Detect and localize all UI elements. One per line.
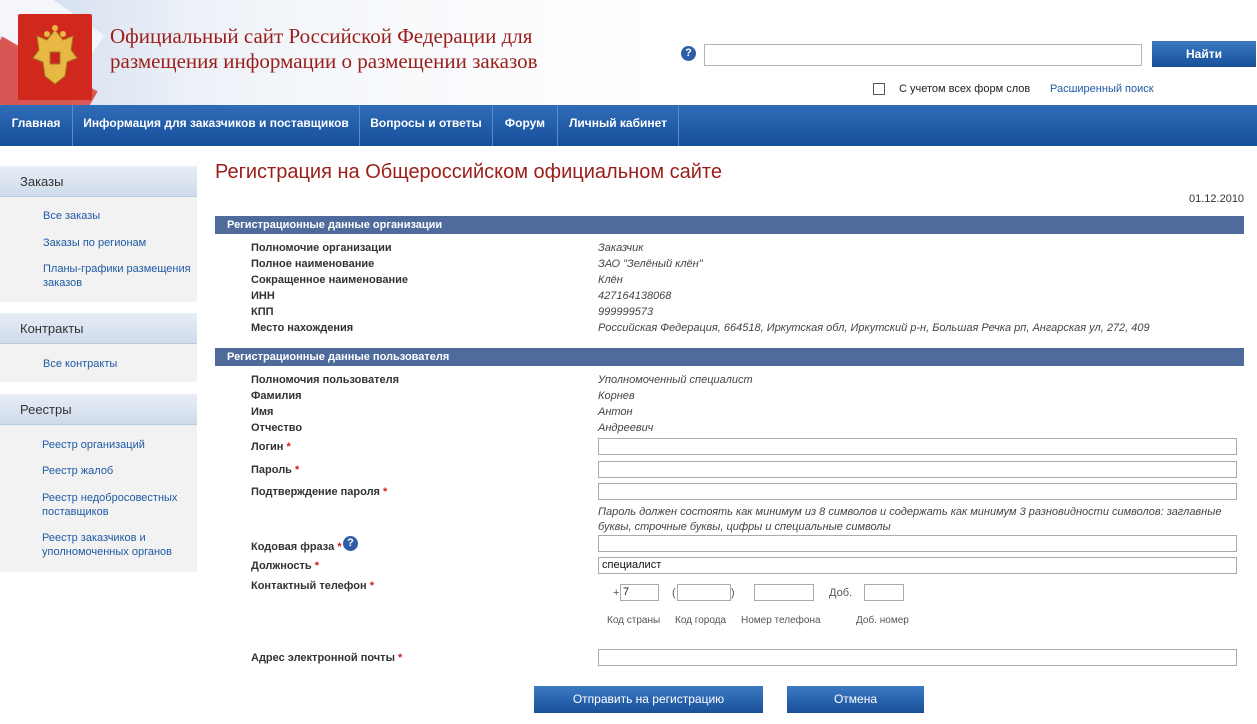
org-authority-value: Заказчик <box>598 242 644 254</box>
org-inn-value: 427164138068 <box>598 290 672 302</box>
org-short-name-value: Клён <box>598 274 623 286</box>
sidebar-item-all-contracts[interactable]: Все контракты <box>43 358 118 370</box>
submit-registration-button[interactable]: Отправить на регистрацию <box>534 686 763 713</box>
org-address-label: Место нахождения <box>251 322 354 334</box>
header <box>0 0 1257 105</box>
phone-label: Контактный телефон * <box>251 580 374 592</box>
user-section-header: Регистрационные данные пользователя <box>215 348 1244 366</box>
help-icon[interactable]: ? <box>681 46 696 61</box>
nav-item-cabinet[interactable]: Личный кабинет <box>558 105 679 146</box>
password-confirm-label: Подтверждение пароля * <box>251 486 388 498</box>
page-title: Регистрация на Общероссийском официальном сайте <box>215 161 722 183</box>
sidebar-item-complaints[interactable]: Реестр жалоб <box>42 465 114 477</box>
user-name-value: Антон <box>598 406 633 418</box>
login-label: Логин * <box>251 441 291 453</box>
sidebar-item-plans[interactable]: Планы-графики размещения заказов <box>43 263 191 289</box>
org-inn-label: ИНН <box>251 290 275 302</box>
sidebar-item-customers-registry[interactable]: Реестр заказчиков и уполномоченных органов <box>42 532 173 558</box>
sidebar-contracts <box>0 313 197 382</box>
user-patronymic-value: Андреевич <box>598 422 654 434</box>
phone-country-caption: Код страны <box>607 615 661 626</box>
user-patronymic-label: Отчество <box>251 422 303 434</box>
password-hint: Пароль должен состоять как минимум из 8 символов и содержать как минимум 3 разновидности символов: заглавные буквы, строчные буквы, цифры и специальные символы <box>598 506 1222 533</box>
codeword-label: Кодовая фраза * <box>251 541 342 553</box>
sidebar-item-unfair-suppliers[interactable]: Реестр недобросовестных поставщиков <box>42 492 178 518</box>
sidebar-contracts-title: Контракты <box>0 313 197 344</box>
coat-of-arms-icon <box>18 14 92 100</box>
user-surname-value: Корнев <box>598 390 635 402</box>
org-full-name-value: ЗАО "Зелёный клён" <box>598 258 703 270</box>
nav-item-home[interactable]: Главная <box>0 105 73 146</box>
sidebar-registries-title: Реестры <box>0 394 197 425</box>
position-input[interactable]: специалист <box>598 557 1237 574</box>
site-title[interactable]: Официальный сайт Российской Федерации для размещения информации о размещении заказов <box>110 24 538 73</box>
user-authority-label: Полномочия пользователя <box>251 374 400 386</box>
word-forms-label: С учетом всех форм слов <box>899 83 1031 95</box>
sidebar-registries <box>0 394 197 572</box>
email-label: Адрес электронной почты * <box>251 652 403 664</box>
phone-city-input[interactable] <box>677 584 731 601</box>
org-authority-label: Полномочие организации <box>251 242 392 254</box>
password-confirm-input[interactable] <box>598 483 1237 500</box>
phone-ext-label: Доб. <box>829 587 853 599</box>
page-date: 01.12.2010 <box>1189 193 1245 205</box>
org-short-name-label: Сокращенное наименование <box>251 274 408 286</box>
password-input[interactable] <box>598 461 1237 478</box>
org-section-header: Регистрационные данные организации <box>215 216 1244 234</box>
sidebar-orders <box>0 166 197 302</box>
sidebar-item-all-orders[interactable]: Все заказы <box>43 210 101 222</box>
sidebar-orders-title: Заказы <box>0 166 197 197</box>
phone-paren-open: ( <box>672 587 676 599</box>
login-input[interactable] <box>598 438 1237 455</box>
org-kpp-value: 999999573 <box>598 306 654 318</box>
user-authority-value: Уполномоченный специалист <box>598 374 753 386</box>
codeword-help-icon[interactable]: ? <box>343 536 358 551</box>
cancel-button[interactable]: Отмена <box>787 686 924 713</box>
phone-ext-caption: Доб. номер <box>856 615 909 626</box>
phone-number-input[interactable] <box>754 584 814 601</box>
phone-plus-sign: + <box>613 587 620 599</box>
word-forms-checkbox[interactable] <box>873 83 885 95</box>
phone-city-caption: Код города <box>675 615 727 626</box>
password-label: Пароль * <box>251 464 300 476</box>
nav-item-forum[interactable]: Форум <box>493 105 558 146</box>
org-full-name-label: Полное наименование <box>251 258 375 270</box>
user-surname-label: Фамилия <box>251 390 302 402</box>
search-button[interactable]: Найти <box>1152 41 1256 67</box>
phone-number-caption: Номер телефона <box>741 615 821 626</box>
phone-paren-close: ) <box>731 587 735 599</box>
org-kpp-label: КПП <box>251 306 274 318</box>
phone-country-input[interactable]: 7 <box>620 584 659 601</box>
org-address-value: Российская Федерация, 664518, Иркутская обл, Иркутский р-н, Большая Речка рп, Ангарская ул, 272, 409 <box>598 322 1150 334</box>
main-nav <box>0 105 1257 146</box>
search-input[interactable] <box>704 44 1142 66</box>
position-label: Должность * <box>251 560 320 572</box>
advanced-search-link[interactable]: Расширенный поиск <box>1050 83 1154 95</box>
sidebar-item-org-registry[interactable]: Реестр организаций <box>42 439 145 451</box>
email-input[interactable] <box>598 649 1237 666</box>
sidebar-item-orders-by-region[interactable]: Заказы по регионам <box>43 237 147 249</box>
nav-item-info[interactable]: Информация для заказчиков и поставщиков <box>73 105 360 146</box>
nav-item-faq[interactable]: Вопросы и ответы <box>360 105 493 146</box>
user-name-label: Имя <box>251 406 274 418</box>
codeword-input[interactable] <box>598 535 1237 552</box>
phone-ext-input[interactable] <box>864 584 904 601</box>
